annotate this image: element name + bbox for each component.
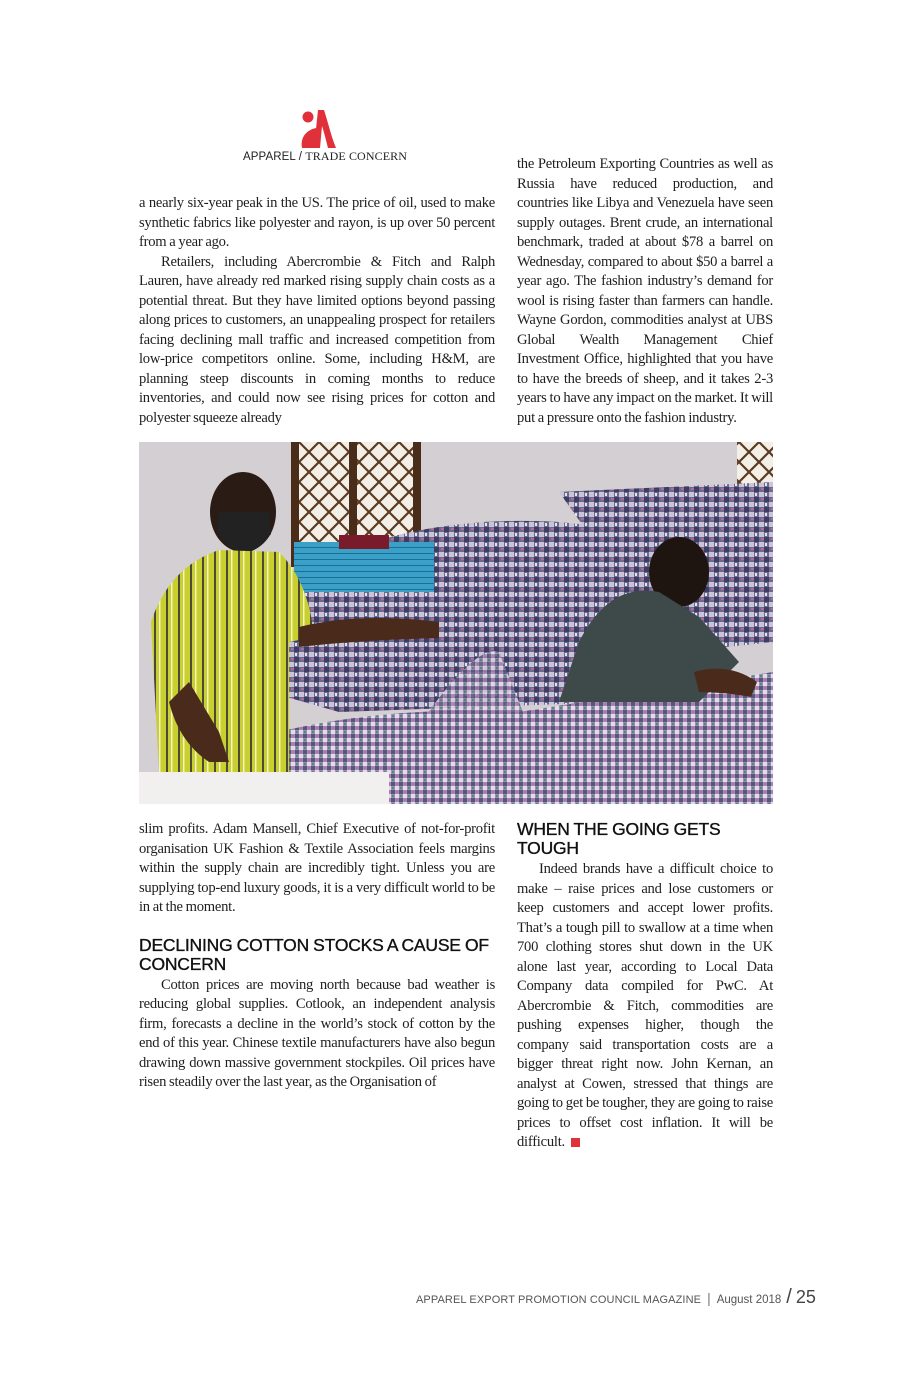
article-column-bottom-left (139, 820, 495, 1093)
header (243, 108, 407, 164)
section-label-category: APPAREL / (243, 151, 306, 163)
paragraph-text: Indeed brands have a difficult choice to make – raise prices and lose customers or keep customers and accept lower profits. That’s a tough pill to swallow at a time when 700 clothing stores shut down in the UK alone last year, according to Local Data Company data compiled for PwC. At Abercrombie & Fitch, commodities are pushing expenses higher, though the company said transportation costs are a bigger threat right now. John Kernan, an analyst at Cowen, stressed that things are going to get be tougher, they are going to raise prices to offset cost inflation. It will be difficult. (517, 861, 773, 1150)
footer-magazine-name: APPAREL EXPORT PROMOTION COUNCIL MAGAZINE (416, 1293, 702, 1306)
article-column-bottom-right (517, 820, 773, 1153)
article-column-top-left (139, 194, 495, 428)
article-column-top-right (517, 155, 773, 428)
article-photo (139, 442, 773, 804)
paragraph: Cotton prices are moving north because bad weather is reducing global supplies. Cotlook, an independent analysis firm, forecasts a decline in the world’s stock of cotton by the end of this year. Chinese textile manufacturers have also begun drawing down massive government stockpiles. Oil prices have risen steadily over the last year, as the Organisation of (139, 976, 495, 1090)
paragraph (517, 860, 773, 1153)
top-left-area (139, 108, 495, 428)
paragraph: a nearly six-year peak in the US. The price of oil, used to make synthetic fabrics like polyester and rayon, is up over 50 percent from a year ago. (139, 195, 495, 250)
top-band (139, 108, 773, 428)
magazine-logo-icon (298, 108, 338, 148)
footer-separator: | (707, 1289, 711, 1306)
bottom-band (139, 820, 773, 1153)
page-number: 25 (795, 1286, 816, 1307)
footer-slash: / (786, 1285, 792, 1308)
paragraph: slim profits. Adam Mansell, Chief Executive of not-for-profit organisation UK Fashion & Textile Association feels margins within the supply chain are incredibly tight. Unless you are supplying top-end luxury goods, it is a very difficult world to be in at the moment. (139, 821, 495, 915)
end-of-article-icon (571, 1138, 580, 1147)
section-heading-going-gets-tough: WHEN THE GOING GETS TOUGH (517, 819, 721, 858)
paragraph: Retailers, including Abercrombie & Fitch and Ralph Lauren, have already red marked rising supply chain costs as a potential threat. But they have limited options beyond passing along prices to customers, an unappealing prospect for retailers facing declining mall traffic and increased competition from low-price competitors online. Some, including H&M, are planning steep discounts in coming months to reduce inventories, and could now see rising prices for cotton and polyester squeeze already (139, 253, 495, 426)
section-label (243, 149, 407, 164)
section-heading-cotton-stocks: DECLINING COTTON STOCKS A CAUSE OF CONCERN (139, 934, 489, 974)
paragraph: the Petroleum Exporting Countries as well as Russia have reduced production, and countries like Libya and Venezuela have seen supply outages. Brent crude, an international benchmark, traded at about $78 a barrel on Wednesday, compared to about $50 a barrel a year ago. The fashion industry’s demand for wool is rising faster than farmers can handle. Wayne Gordon, commodities analyst at UBS Global Wealth Management Chief Investment Office, highlighted that you have to have the breeds of sheep, and it takes 2-3 years to have any impact on the market. It will put a pressure onto the fashion industry. (517, 156, 773, 426)
footer-date: August 2018 (716, 1293, 782, 1306)
section-label-topic: TRADE CONCERN (305, 149, 407, 163)
top-right-area (517, 108, 773, 428)
